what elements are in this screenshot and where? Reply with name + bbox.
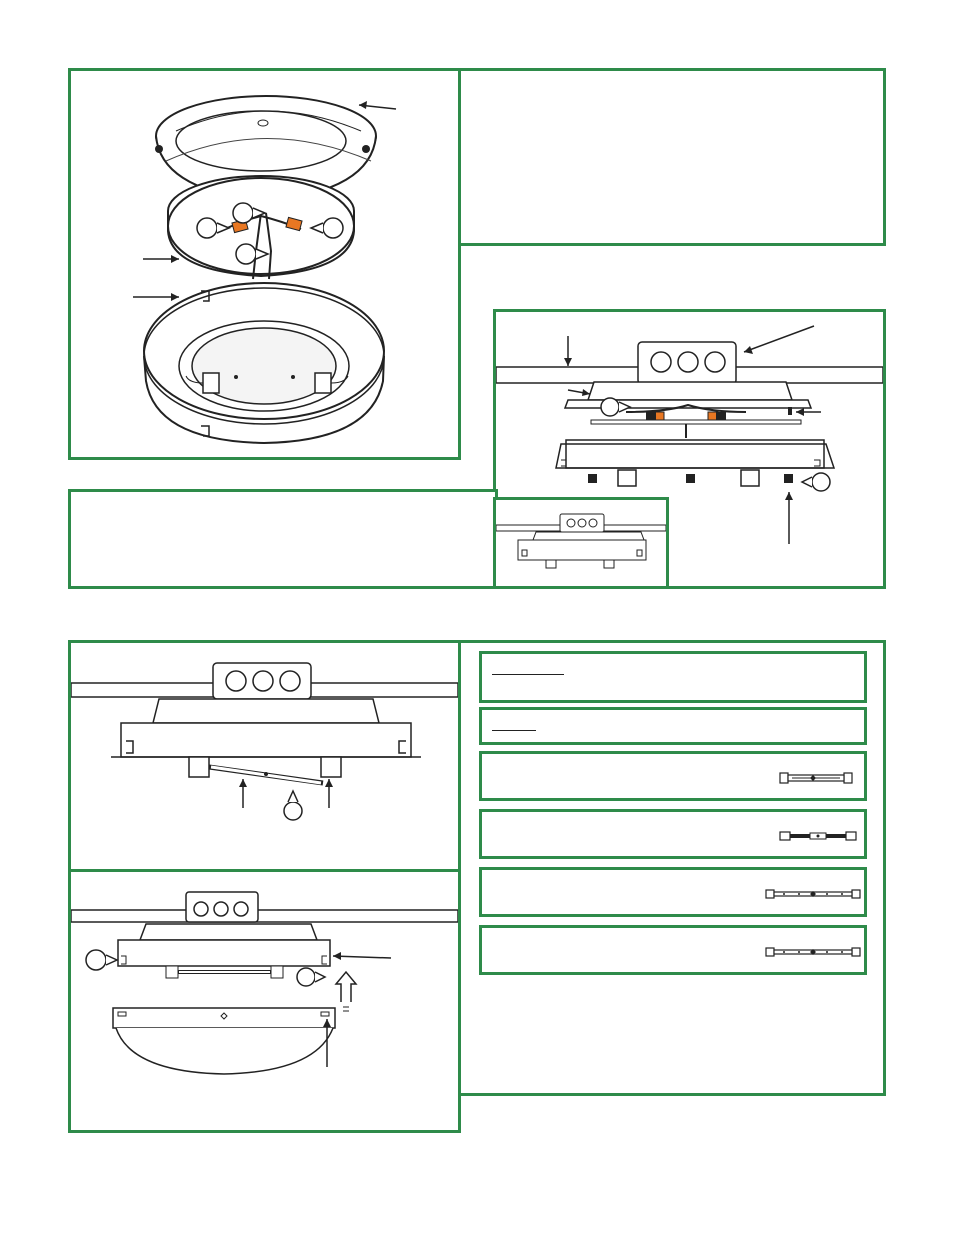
spec-box-lamp-3 xyxy=(479,867,867,917)
fig-canopy-wiring xyxy=(68,68,461,460)
note-bottom-left xyxy=(68,489,498,589)
canopy-exploded-drawing xyxy=(71,71,458,457)
instructions-top xyxy=(458,68,886,246)
lens-install-drawing xyxy=(71,872,458,1130)
spec-box-lamp-1 xyxy=(479,751,867,801)
spec-box-heading-1 xyxy=(479,651,867,703)
heading-underline xyxy=(492,730,536,731)
fig-lamp-install xyxy=(68,640,461,872)
lamp-install-drawing xyxy=(71,643,458,869)
mounted-small-drawing xyxy=(496,500,666,586)
fig-mounted-small xyxy=(493,497,669,589)
halogen-lamp-short-icon xyxy=(778,770,858,786)
halogen-lamp-long-icon xyxy=(764,886,864,902)
halogen-lamp-long-icon xyxy=(764,944,864,960)
spec-box-lamp-2 xyxy=(479,809,867,859)
spec-box-lamp-4 xyxy=(479,925,867,975)
lamp-spec-list xyxy=(458,640,886,1096)
heading-underline xyxy=(492,674,564,675)
halogen-lamp-dark-icon xyxy=(778,828,858,844)
fig-lens-install xyxy=(68,869,461,1133)
spec-box-heading-2 xyxy=(479,707,867,745)
